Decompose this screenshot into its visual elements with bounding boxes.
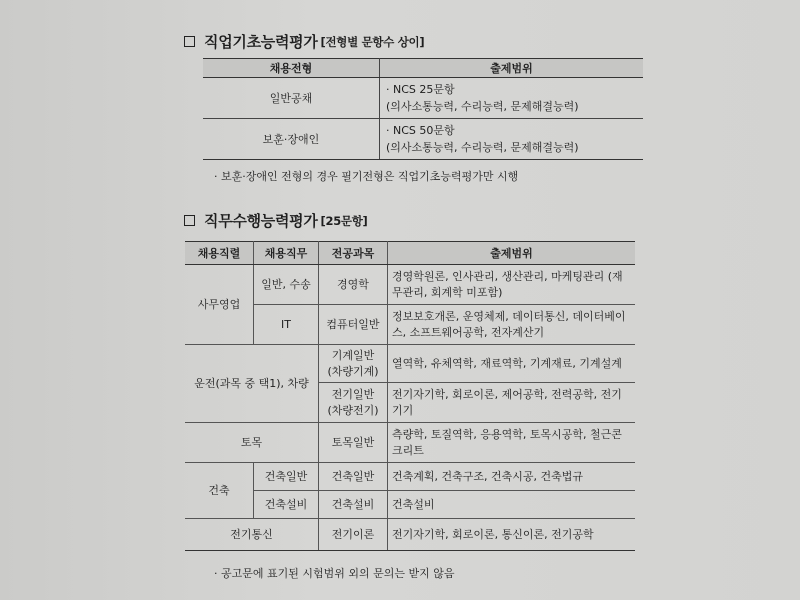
header-recruit-type: 채용전형 xyxy=(203,59,380,78)
table-header-row xyxy=(185,242,635,265)
scope-line: · NCS 25문항 xyxy=(386,83,455,96)
table-row xyxy=(185,345,635,383)
table-row xyxy=(185,265,635,305)
scope-cell: 건축설비 xyxy=(388,491,636,519)
table-row xyxy=(185,463,635,491)
job-cell: 건축일반 xyxy=(254,463,319,491)
job-cell: 일반, 수송 xyxy=(254,265,319,305)
subject-cell: 기계일반 (차량기계) xyxy=(319,345,388,383)
checkbox-square-icon xyxy=(184,36,195,47)
scope-detail: (의사소통능력, 수리능력, 문제해결능력) xyxy=(386,100,579,113)
header-job: 채용직무 xyxy=(254,242,319,265)
job-skills-table xyxy=(185,241,635,551)
checkbox-square-icon xyxy=(184,215,195,226)
subject-cell: 경영학 xyxy=(319,265,388,305)
series-cell: 사무영업 xyxy=(185,265,254,345)
ncs-table xyxy=(203,58,643,160)
table-row xyxy=(185,519,635,551)
header-scope: 출제범위 xyxy=(380,59,644,78)
series-cell: 전기통신 xyxy=(185,519,319,551)
scope-detail: (의사소통능력, 수리능력, 문제해결능력) xyxy=(386,141,579,154)
header-subject: 전공과목 xyxy=(319,242,388,265)
series-cell: 운전(과목 중 택1), 차량 xyxy=(185,345,319,423)
section2-note: [25문항] xyxy=(320,213,368,228)
section1-title: 직업기초능력평가 xyxy=(204,33,318,51)
scope-cell xyxy=(380,119,644,160)
scope-cell: 경영학원론, 인사관리, 생산관리, 마케팅관리 (재무관리, 회계학 미포함) xyxy=(388,265,636,305)
scope-cell: 측량학, 토질역학, 응용역학, 토목시공학, 철근콘크리트 xyxy=(388,423,636,463)
subject-cell: 건축설비 xyxy=(319,491,388,519)
scope-cell: 건축계획, 건축구조, 건축시공, 건축법규 xyxy=(388,463,636,491)
series-cell: 건축 xyxy=(185,463,254,519)
job-cell: IT xyxy=(254,305,319,345)
section2-footnote: · 공고문에 표기된 시험범위 외의 문의는 받지 않음 xyxy=(214,567,455,580)
table-row xyxy=(203,119,643,160)
table-row xyxy=(203,78,643,119)
scope-line: · NCS 50문항 xyxy=(386,124,455,137)
recruit-type-cell: 보훈·장애인 xyxy=(203,119,380,160)
table-row xyxy=(185,423,635,463)
section2-heading xyxy=(184,210,367,231)
subject-cell: 컴퓨터일반 xyxy=(319,305,388,345)
section1-note: [전형별 문항수 상이] xyxy=(320,34,425,49)
scope-cell xyxy=(380,78,644,119)
subject-cell: 전기일반 (차량전기) xyxy=(319,383,388,423)
section2-title: 직무수행능력평가 xyxy=(204,212,318,230)
section1-heading xyxy=(184,31,424,52)
scope-cell: 전기자기학, 회로이론, 제어공학, 전력공학, 전기기기 xyxy=(388,383,636,423)
table-header-row xyxy=(203,59,643,78)
scope-cell: 정보보호개론, 운영체제, 데이터통신, 데이터베이스, 소프트웨어공학, 전자계산기 xyxy=(388,305,636,345)
scope-cell: 열역학, 유체역학, 재료역학, 기계재료, 기계설계 xyxy=(388,345,636,383)
subject-cell: 토목일반 xyxy=(319,423,388,463)
series-cell: 토목 xyxy=(185,423,319,463)
subject-cell: 전기이론 xyxy=(319,519,388,551)
section1-footnote: · 보훈·장애인 전형의 경우 필기전형은 직업기초능력평가만 시행 xyxy=(214,170,519,183)
recruit-type-cell: 일반공채 xyxy=(203,78,380,119)
header-scope: 출제범위 xyxy=(388,242,636,265)
job-cell: 건축설비 xyxy=(254,491,319,519)
header-series: 채용직렬 xyxy=(185,242,254,265)
scope-cell: 전기자기학, 회로이론, 통신이론, 전기공학 xyxy=(388,519,636,551)
subject-cell: 건축일반 xyxy=(319,463,388,491)
